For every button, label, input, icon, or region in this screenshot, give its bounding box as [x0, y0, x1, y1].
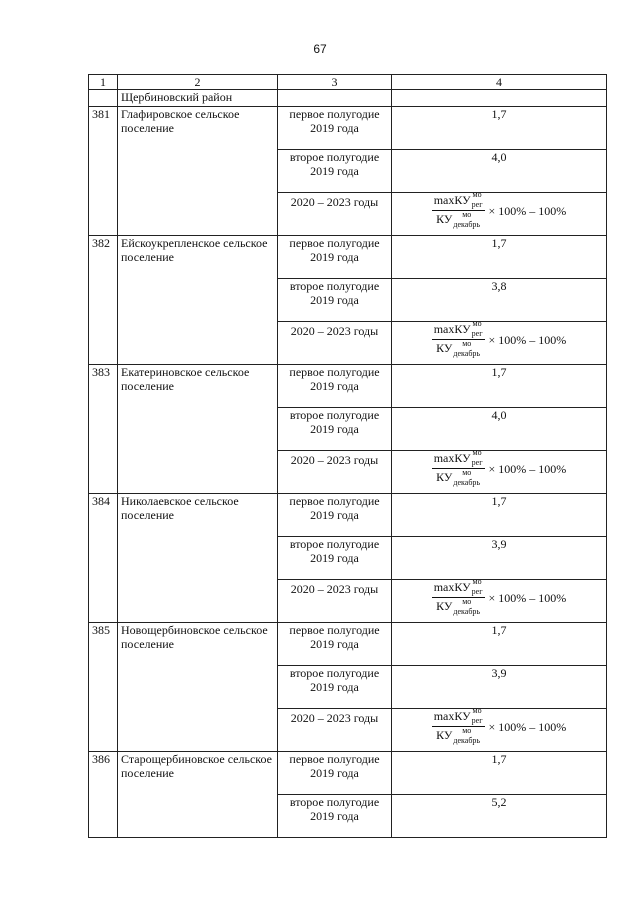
period-years: 2020 – 2023 годы	[278, 709, 392, 752]
value-first: 1,7	[392, 236, 607, 279]
formula-tail: × 100% – 100%	[488, 203, 567, 218]
settlement-name: Глафировское сельское поселение	[118, 107, 278, 236]
period-first: первое полугодие 2019 года	[278, 236, 392, 279]
formula-denominator	[436, 469, 480, 486]
value-first: 1,7	[392, 752, 607, 795]
formula-max: max	[433, 193, 455, 207]
formula-subscript: рег	[471, 587, 483, 597]
settlement-name: Екатериновское сельское поселение	[118, 365, 278, 494]
row-number: 382	[89, 236, 118, 365]
formula-denominator	[436, 598, 480, 615]
formula-superscript: мо	[472, 448, 482, 458]
table-row	[89, 752, 607, 795]
formula-ku: КУ	[454, 709, 471, 723]
formula-cell	[392, 577, 607, 623]
period-years: 2020 – 2023 годы	[278, 322, 392, 365]
formula-ku: КУ	[454, 580, 471, 594]
settlement-name: Николаевское сельское поселение	[118, 494, 278, 623]
period-first: первое полугодие 2019 года	[278, 365, 392, 408]
header-cell: 2	[118, 75, 278, 90]
tariff-formula	[432, 577, 567, 616]
tariff-formula	[432, 319, 567, 358]
table-row	[89, 236, 607, 279]
settlement-name: Новощербиновское сельское поселение	[118, 623, 278, 752]
formula-cell	[392, 319, 607, 365]
formula-denominator	[436, 727, 480, 744]
formula-subscript: рег	[471, 458, 483, 468]
formula-numerator	[432, 319, 485, 340]
period-second: второе полугодие 2019 года	[278, 795, 392, 838]
tariff-table	[88, 74, 607, 838]
formula-tail: × 100% – 100%	[488, 719, 567, 734]
value-second: 3,9	[392, 666, 607, 709]
header-cell: 3	[278, 75, 392, 90]
formula-ku: КУ	[436, 341, 453, 356]
page-number: 67	[313, 42, 327, 56]
period-second: второе полугодие 2019 года	[278, 279, 392, 322]
formula-tail: × 100% – 100%	[488, 461, 567, 476]
formula-tail: × 100% – 100%	[488, 332, 567, 347]
period-years: 2020 – 2023 годы	[278, 193, 392, 236]
formula-superscript: мо	[462, 596, 472, 606]
header-cell: 4	[392, 75, 607, 90]
district-name: Щербиновский район	[118, 90, 278, 107]
formula-numerator	[432, 190, 485, 211]
formula-subscript: декабрь	[453, 477, 481, 487]
formula-superscript: мо	[462, 725, 472, 735]
formula-subscript: декабрь	[453, 348, 481, 358]
formula-fraction	[432, 319, 485, 358]
formula-ku: КУ	[454, 451, 471, 465]
formula-subscript: рег	[471, 716, 483, 726]
value-second: 5,2	[392, 795, 607, 838]
formula-fraction	[432, 706, 485, 745]
formula-cell	[392, 190, 607, 236]
formula-cell	[392, 448, 607, 494]
period-second: второе полугодие 2019 года	[278, 537, 392, 580]
formula-cell	[392, 706, 607, 752]
value-second: 4,0	[392, 150, 607, 193]
district-row	[89, 90, 607, 107]
formula-superscript: мо	[462, 467, 472, 477]
formula-tail: × 100% – 100%	[488, 590, 567, 605]
period-second: второе полугодие 2019 года	[278, 408, 392, 451]
formula-ku: КУ	[454, 322, 471, 336]
formula-superscript: мо	[462, 338, 472, 348]
formula-superscript: мо	[472, 190, 482, 200]
table-row	[89, 494, 607, 537]
formula-numerator	[432, 577, 485, 598]
settlement-name: Старощербиновское сельское поселение	[118, 752, 278, 838]
formula-numerator	[432, 448, 485, 469]
formula-subscript: рег	[471, 200, 483, 210]
tariff-formula	[432, 448, 567, 487]
formula-max: max	[433, 709, 455, 723]
tariff-formula	[432, 190, 567, 229]
header-row	[89, 75, 607, 90]
value-second: 4,0	[392, 408, 607, 451]
period-first: первое полугодие 2019 года	[278, 752, 392, 795]
formula-fraction	[432, 577, 485, 616]
formula-subscript: декабрь	[453, 606, 481, 616]
value-first: 1,7	[392, 623, 607, 666]
formula-max: max	[433, 322, 455, 336]
period-second: второе полугодие 2019 года	[278, 150, 392, 193]
period-years: 2020 – 2023 годы	[278, 451, 392, 494]
formula-fraction	[432, 190, 485, 229]
formula-superscript: мо	[472, 319, 482, 329]
period-first: первое полугодие 2019 года	[278, 107, 392, 150]
table-row	[89, 365, 607, 408]
formula-max: max	[433, 580, 455, 594]
value-second: 3,9	[392, 537, 607, 580]
formula-ku: КУ	[436, 599, 453, 614]
row-number: 381	[89, 107, 118, 236]
header-cell: 1	[89, 75, 118, 90]
formula-superscript: мо	[462, 209, 472, 219]
formula-max: max	[433, 451, 455, 465]
settlement-name: Ейскоукрепленское сельское поселение	[118, 236, 278, 365]
table-row	[89, 107, 607, 150]
formula-ku: КУ	[436, 470, 453, 485]
row-number: 385	[89, 623, 118, 752]
period-second: второе полугодие 2019 года	[278, 666, 392, 709]
period-first: первое полугодие 2019 года	[278, 494, 392, 537]
value-first: 1,7	[392, 107, 607, 150]
formula-superscript: мо	[472, 577, 482, 587]
value-first: 1,7	[392, 494, 607, 537]
formula-superscript: мо	[472, 706, 482, 716]
formula-denominator	[436, 211, 480, 228]
formula-ku: КУ	[436, 728, 453, 743]
tariff-formula	[432, 706, 567, 745]
value-second: 3,8	[392, 279, 607, 322]
formula-fraction	[432, 448, 485, 487]
row-number: 384	[89, 494, 118, 623]
period-years: 2020 – 2023 годы	[278, 580, 392, 623]
value-first: 1,7	[392, 365, 607, 408]
formula-ku: КУ	[436, 212, 453, 227]
formula-numerator	[432, 706, 485, 727]
period-first: первое полугодие 2019 года	[278, 623, 392, 666]
formula-subscript: декабрь	[453, 735, 481, 745]
table-row	[89, 623, 607, 666]
row-number: 386	[89, 752, 118, 838]
formula-subscript: декабрь	[453, 219, 481, 229]
formula-subscript: рег	[471, 329, 483, 339]
formula-ku: КУ	[454, 193, 471, 207]
row-number: 383	[89, 365, 118, 494]
formula-denominator	[436, 340, 480, 357]
